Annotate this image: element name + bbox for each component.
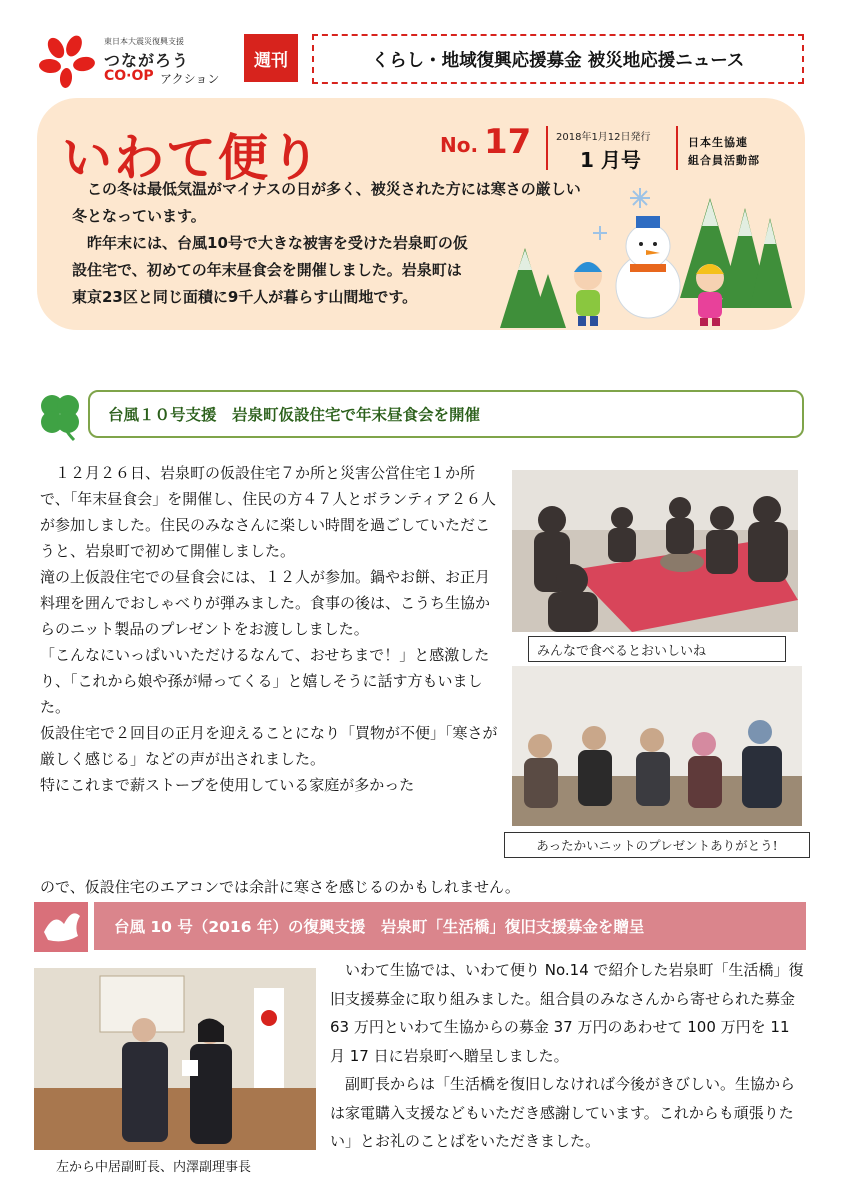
donation-ceremony-photo (34, 968, 316, 1150)
snowman-icon (616, 216, 680, 318)
body-paragraph: １２月２６日、岩泉町の仮設住宅７か所と災害公営住宅１か所で、「年末昼食会」を開催し、住民の方４７人とボランティア２６人が参加しました。住民のみなさんに楽しい時間を過ごしていただこうと、岩泉町で初めて開催しました。 (40, 464, 497, 560)
body-paragraph-continuation: ので、仮設住宅のエアコンでは余計に寒さを感じるのかもしれません。 (40, 878, 520, 896)
section1-title: 台風１０号支援 岩泉町仮設住宅で年末昼食会を開催 (108, 406, 481, 424)
section1-body (40, 460, 502, 798)
issuer-dept (688, 134, 760, 170)
photo-caption: 左から中居副町長、内澤副理事長 (56, 1160, 252, 1175)
clover-icon (34, 390, 86, 442)
intro-paragraph: この冬は最低気温がマイナスの日が多く、被災された方には寒さの厳しい冬となっています。 (72, 180, 581, 225)
issue-date: 2018年1月12日発行 (556, 132, 651, 143)
logo-action: アクション (160, 72, 220, 86)
newsletter-headline: くらし・地域復興応援募金 被災地応援ニュース (312, 34, 804, 84)
intro-text (72, 176, 592, 311)
logo-name: つながろう (104, 51, 190, 70)
body-paragraph: 「こんなにいっぱいいただけるなんて、おせちまで！」と感激したり、「これから娘や孫が帰ってくる」と嬉しそうに話す方もいました。 (40, 646, 490, 716)
dept-line2: 組合員活動部 (688, 154, 760, 167)
dove-icon (34, 902, 88, 952)
section2-body (330, 956, 808, 1156)
issue-month (580, 144, 641, 173)
issue-number: 17 (484, 122, 532, 162)
body-paragraph: 滝の上仮設住宅での昼食会には、１２人が参加。鍋やお餅、お正月料理を囲んでおしゃべりが弾みました。食事の後は、こうち生協からのニット製品のプレゼントをお渡ししました。 (40, 568, 491, 638)
section2-heading (94, 902, 806, 950)
body-paragraph: 副町長からは「生活橋を復旧しなければ今後がきびしい。生協からは家電購入支援などもいただき感謝しています。これからも頑張りたい」とお礼のことばをいただきました。 (330, 1075, 796, 1150)
coop-flower-logo-icon (36, 34, 98, 90)
divider (676, 126, 678, 170)
month-number: 1 (580, 148, 594, 172)
photo-caption: あったかいニットのプレゼントありがとう! (504, 832, 810, 858)
logo-tagline: 東日本大震災復興支援 (104, 37, 184, 46)
intro-paragraph: 昨年末には、台風10号で大きな被害を受けた岩泉町の仮設住宅で、初めての年末昼食会を開催しました。岩泉町は東京23区と同じ面積に9千人が暮らす山間地です。 (72, 234, 468, 306)
month-label: 月号 (600, 148, 641, 172)
body-paragraph: 特にこれまで薪ストーブを使用している家庭が多かった (40, 776, 415, 794)
divider (546, 126, 548, 170)
section1-heading (88, 390, 804, 438)
knit-present-photo (512, 666, 802, 826)
lunch-party-photo (512, 470, 798, 632)
photo-caption: みんなで食べるとおいしいね (528, 636, 786, 662)
section2-title: 台風 10 号（2016 年）の復興支援 岩泉町「生活橋」復旧支援募金を贈呈 (114, 918, 645, 936)
logo-coop: CO·OP (104, 68, 154, 84)
dept-line1: 日本生協連 (688, 136, 748, 149)
newsletter-title: いわて便り (62, 128, 322, 187)
body-paragraph: 仮設住宅で２回目の正月を迎えることになり「買物が不便」「寒さが厳しく感じる」などの声が出されました。 (40, 724, 498, 768)
body-paragraph: いわて生協では、いわて便り No.14 で紹介した岩泉町「生活橋」復旧支援募金に取り組みました。組合員のみなさんから寄せられた募金 63 万円といわて生協からの募金 37 万円のあわせて 100 万円を 11 月 17 日に岩泉町へ贈呈しました。 (330, 961, 804, 1065)
weekly-badge: 週刊 (244, 34, 298, 82)
child-right-icon (696, 264, 724, 326)
issue-prefix: No. (440, 133, 479, 157)
